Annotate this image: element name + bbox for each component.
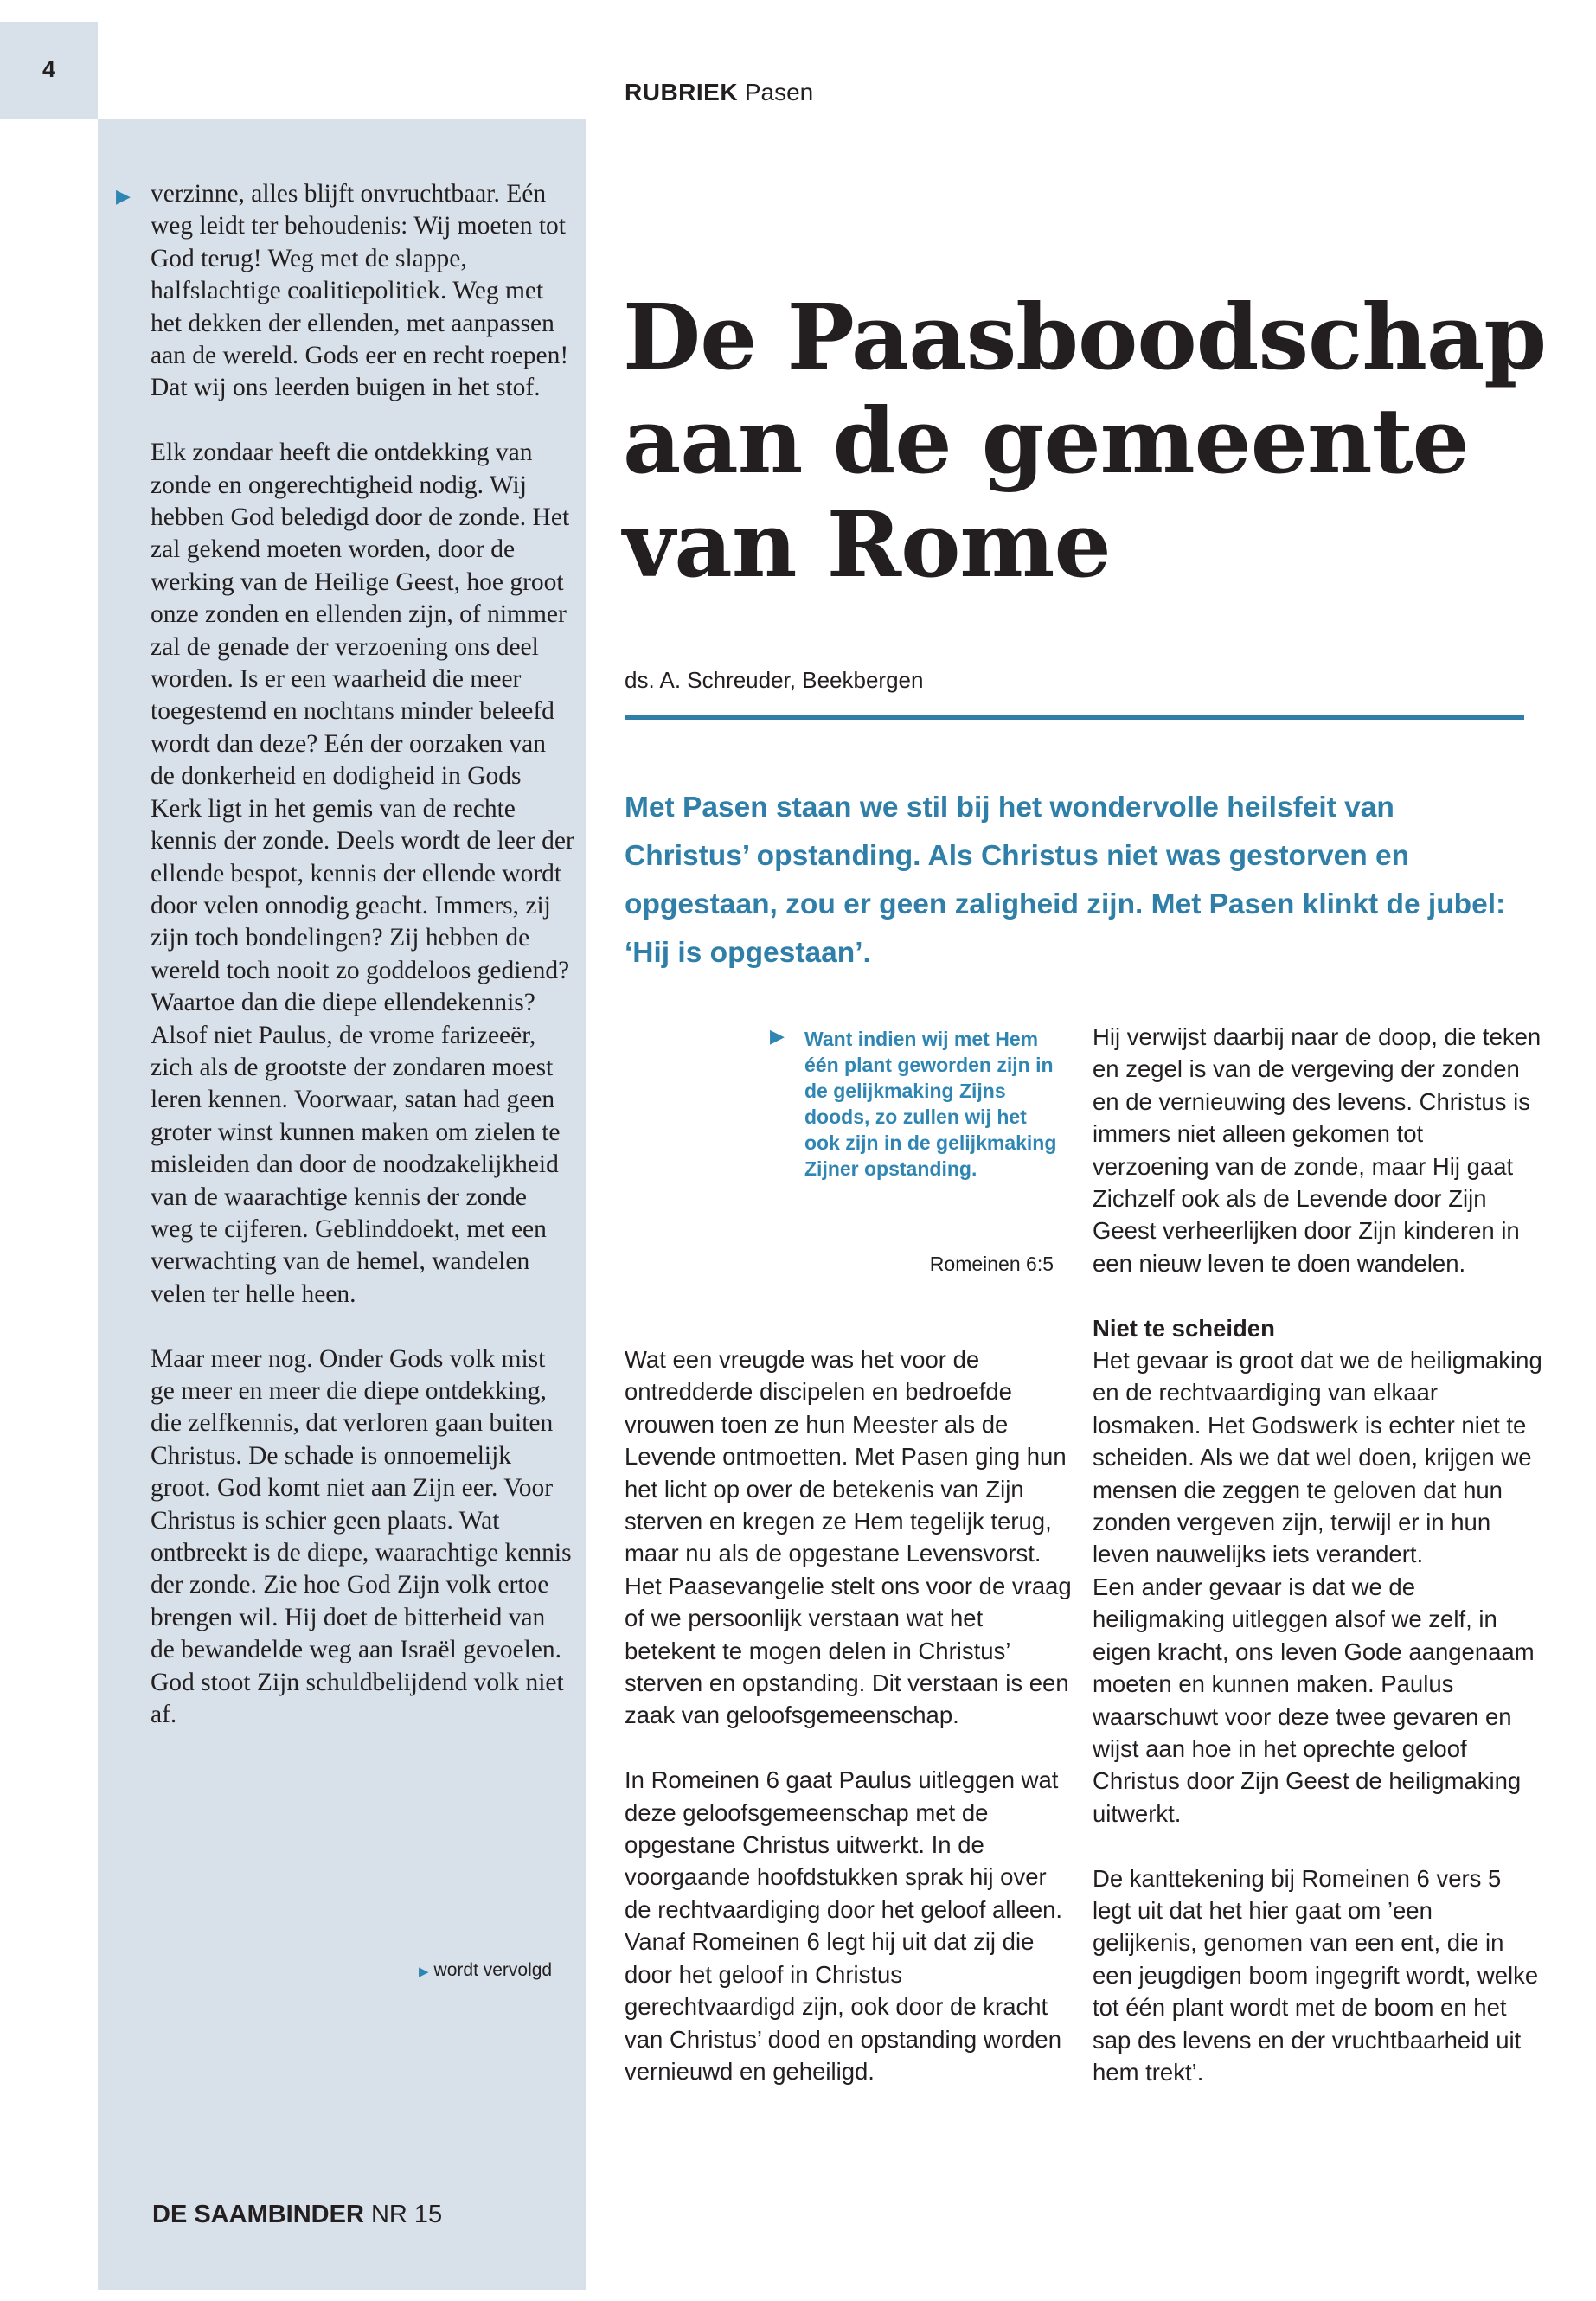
continued-text: wordt vervolgd bbox=[433, 1960, 553, 1980]
footer bbox=[152, 2200, 442, 2229]
sidebar-paragraph: Maar meer nog. Onder Gods volk mist ge meer en meer die diepe ontdekking, die zelfkennis, dat verloren gaan buiten Christus. De schade is onnoemelijk groot. God komt niet aan Zijn eer. Voor Christus is schier geen plaats. Wat ontbreekt is de diepe, waarachtige kennis der zonde. Zie hoe God Zijn volk ertoe brengen wil. Hij doet de bitterheid van de bewandelde weg aan Israël gevoelen. God stoot Zijn schuldbelijdend volk niet af. bbox=[151, 1344, 572, 1729]
rubriek-label: RUBRIEK bbox=[625, 79, 739, 106]
article-column-2 bbox=[1093, 1021, 1542, 2121]
intro-text: Met Pasen staan we stil bij het wondervolle heilsfeit van Christus’ opstanding. Als Christus niet was gestorven en opgestaan, zou er geen zaligheid zijn. Met Pasen klinkt de jubel: ‘Hij is opgestaan’. bbox=[625, 792, 1506, 969]
pull-quote: Want indien wij met Hem één plant geworden zijn in de gelijkmaking Zijns doods, zo zullen wij het ook zijn in de gelijkmaking Zijner opstanding. bbox=[804, 1028, 1057, 1180]
byline: ds. A. Schreuder, Beekbergen bbox=[625, 667, 924, 693]
title-line: van Rome bbox=[623, 491, 1111, 598]
body-paragraph: Wat een vreugde was het voor de ontredderde discipelen en bedroefde vrouwen toen ze hun Meester als de Levende ontmoetten. Met Pasen ging hun het licht op over de betekenis van Zijn sterven en kregen ze Hem tegelijk terug, maar nu als de opgestane Levensvorst. Het Paasevangelie stelt ons voor de vraag of we persoonlijk verstaan wat het betekent te mogen delen in Christus’ sterven en opstanding. Dit verstaan is een zaak van geloofsgemeenschap. bbox=[625, 1346, 1072, 1729]
body-paragraph: Een ander gevaar is dat we de heiligmaking uitleggen alsof we zelf, in eigen kracht, ons leven Gode aangenaam moeten en kunnen maken. Paulus waarschuwt voor deze twee gevaren en wijst aan hoe in het oprechte geloof Christus door Zijn Geest de heiligmaking uitwerkt. bbox=[1093, 1573, 1535, 1827]
continued-note bbox=[419, 1959, 552, 1984]
article-column-1 bbox=[625, 1343, 1074, 2120]
body-paragraph: In Romeinen 6 gaat Paulus uitleggen wat deze geloofsgemeenschap met de opgestane Christus uitwerkt. In de voorgaande hoofdstukken sprak hij over de rechtvaardiging door het geloof alleen. Vanaf Romeinen 6 legt hij uit dat zij die door het geloof in Christus gerechtvaardigd zijn, ook door de kracht van Christus’ dood en opstanding worden vernieuwd en geheiligd. bbox=[625, 1766, 1063, 2085]
issue-number: NR 15 bbox=[370, 2201, 443, 2228]
title-line: De Paasboodschap bbox=[623, 284, 1547, 390]
sidebar-paragraph: Elk zondaar heeft die ontdekking van zonde en ongerechtigheid nodig. Wij hebben God beledigd door de zonde. Het zal gekend moeten worden, door de werking van de Heilige Geest, hoe groot onze zonden en ellenden zijn, of nimmer zal de genade der verzoening ons deel worden. Is er een waarheid die meer toegestemd en nochtans minder beleefd wordt dan deze? Eén der oorzaken van de donkerheid en dodigheid in Gods Kerk ligt in het gemis van de rechte kennis der zonde. Deels wordt de leer der ellende bespot, kennis der ellende wordt door velen onnodig geacht. Immers, zij zijn toch bondelingen? Zij hebben de wereld toch nooit zo goddeloos gediend? Waartoe dan die diepe ellendekennis? Alsof niet Paulus, de vrome farizeeër, zich als de grootste der zondaren moest leren kennen. Voorwaar, satan had geen groter winst kunnen maken om zielen te misleiden dan door de noodzakelijkheid van de waarachtige kennis der zonde weg te cijferen. Geblinddoekt, met een verwachting van de hemel, wandelen velen ter helle heen. bbox=[151, 439, 574, 1308]
quote-reference: Romeinen 6:5 bbox=[929, 1253, 1054, 1275]
body-paragraph: Het gevaar is groot dat we de heiligmaking en de rechtvaardiging van elkaar losmaken. Het Godswerk is echter niet te scheiden. Als we dat wel doen, krijgen we mensen die zeggen te geloven dat hun zonden vergeven zijn, terwijl er in hun leven nauwelijks iets verandert. bbox=[1093, 1347, 1542, 1568]
quote-arrow-icon: ▶ bbox=[770, 1025, 785, 1047]
body-paragraph: De kanttekening bij Romeinen 6 vers 5 legt uit dat het hier gaat om ’een gelijkenis, genomen van een ent, die in een jeugdigen boom ingegrift wordt, welke tot één plant wordt met de boom en het sap des levens en der vruchtbaarheid uit hem trekt’. bbox=[1093, 1864, 1539, 2086]
page-number: 4 bbox=[42, 56, 56, 82]
section-heading: Niet te scheiden bbox=[1093, 1314, 1275, 1342]
rubriek-topic: Pasen bbox=[744, 79, 814, 106]
sidebar-paragraph: verzinne, alles blijft onvruchtbaar. Eén weg leidt ter behoudenis: Wij moeten tot God terug! Weg met de slappe, halfslachtige coalitiepolitiek. Weg met het dekken der ellenden, met aanpassen aan de wereld. Gods eer en recht roepen! Dat wij ons leerden buigen in het stof. bbox=[151, 180, 569, 402]
section-header bbox=[625, 78, 813, 107]
article-title bbox=[623, 285, 1574, 597]
arrow-icon: ▶ bbox=[419, 1965, 429, 1979]
body-paragraph: Hij verwijst daarbij naar de doop, die teken en zegel is van de vergeving der zonden en de vernieuwing des levens. Christus is immers niet alleen gekomen tot verzoening van de zonde, maar Hij gaat Zichzelf ook als de Levende door Zijn Geest verheerlijken door Zijn kinderen in een nieuw leven te doen wandelen. bbox=[1093, 1023, 1542, 1277]
continuation-arrow-icon: ▶ bbox=[116, 185, 131, 207]
sidebar-text bbox=[151, 178, 574, 1764]
title-divider bbox=[625, 715, 1524, 720]
title-line: aan de gemeente bbox=[623, 388, 1469, 494]
magazine-name: DE SAAMBINDER bbox=[152, 2201, 364, 2228]
